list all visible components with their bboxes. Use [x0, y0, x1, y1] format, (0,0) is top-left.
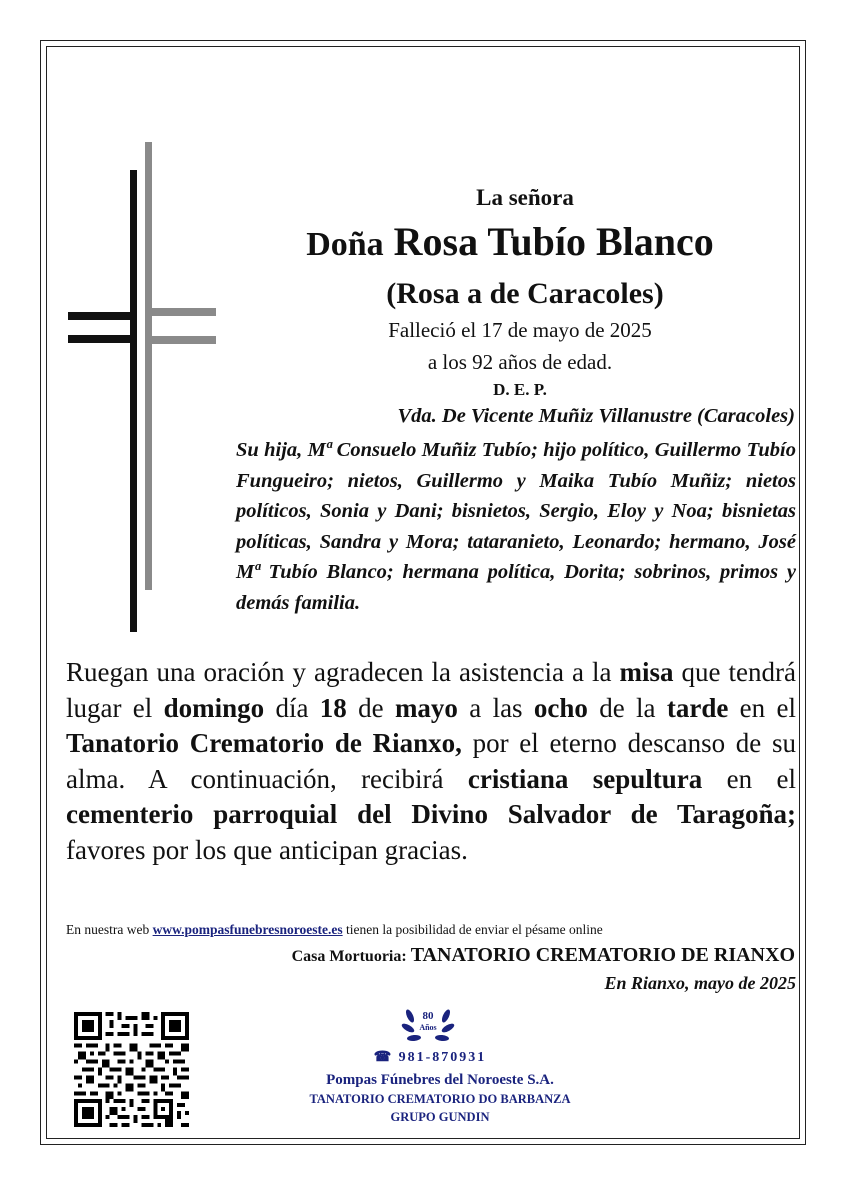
logo-word: Años — [419, 1023, 437, 1032]
age-line: a los 92 años de edad. — [427, 350, 613, 374]
phone-number: 981-870931 — [398, 1050, 487, 1065]
place-date: En Rianxo, mayo de 2025 — [604, 973, 796, 993]
widow-line: Vda. De Vicente Muñiz Villanustre (Caracoles) — [397, 405, 795, 427]
anniversary-logo — [400, 998, 456, 1053]
cross-icon — [66, 140, 218, 635]
mortuary-label: Casa Mortuoria: — [291, 948, 411, 965]
dep-abbreviation: D. E. P. — [493, 380, 547, 399]
name-main: Rosa Tubío Blanco — [393, 219, 714, 264]
death-date: Falleció el 17 de mayo de 2025 — [388, 318, 652, 342]
phone-line[interactable] — [330, 1049, 530, 1066]
name-prefix: Doña — [306, 226, 384, 263]
deceased-name — [230, 218, 790, 265]
subsidiary-name: TANATORIO CREMATORIO DO BARBANZA — [309, 1092, 571, 1106]
mortuary-line — [150, 944, 795, 967]
intro-text: La señora — [476, 185, 574, 210]
prayer-paragraph: Ruegan una oración y agradecen la asistencia a la misa que tendrá lugar el domingo día 18 de mayo a las ocho de la tarde en el Tanatorio Crematorio de Rianxo, por el eterno descanso de su alma. A continuación, recibirá cristiana sepultura en el cementerio parroquial del Divino Salvador de Taragoña; favores por los que anticipan gracias. — [66, 657, 796, 865]
nickname: (Rosa a de Caracoles) — [386, 277, 664, 310]
website-link[interactable]: www.pompasfunebresnoroeste.es — [152, 922, 343, 937]
phone-icon: ☎ — [373, 1050, 399, 1065]
web-condolence-line: En nuestra web www.pompasfunebresnoroeste.es tienen la posibilidad de enviar el pésame online — [66, 922, 603, 937]
qr-code[interactable] — [74, 1012, 189, 1132]
company-name: Pompas Fúnebres del Noroeste S.A. — [326, 1072, 554, 1088]
group-name: GRUPO GUNDIN — [390, 1110, 490, 1124]
mortuary-value: TANATORIO CREMATORIO DE RIANXO — [410, 944, 795, 966]
logo-number: 80 — [422, 1010, 434, 1022]
family-list: Su hija, Mª Consuelo Muñiz Tubío; hijo político, Guillermo Tubío Fungueiro; nietos, Guillermo y Maika Tubío Muñiz; nietos políticos, Sonia y Dani; bisnietos, Sergio, Eloy y Noa; bisnietas políticas, Sandra y Mora; tataranieto, Leonardo; hermano, José Mª Tubío Blanco; hermana política, Dorita; sobrinos, primos y demás familia. — [236, 439, 796, 614]
